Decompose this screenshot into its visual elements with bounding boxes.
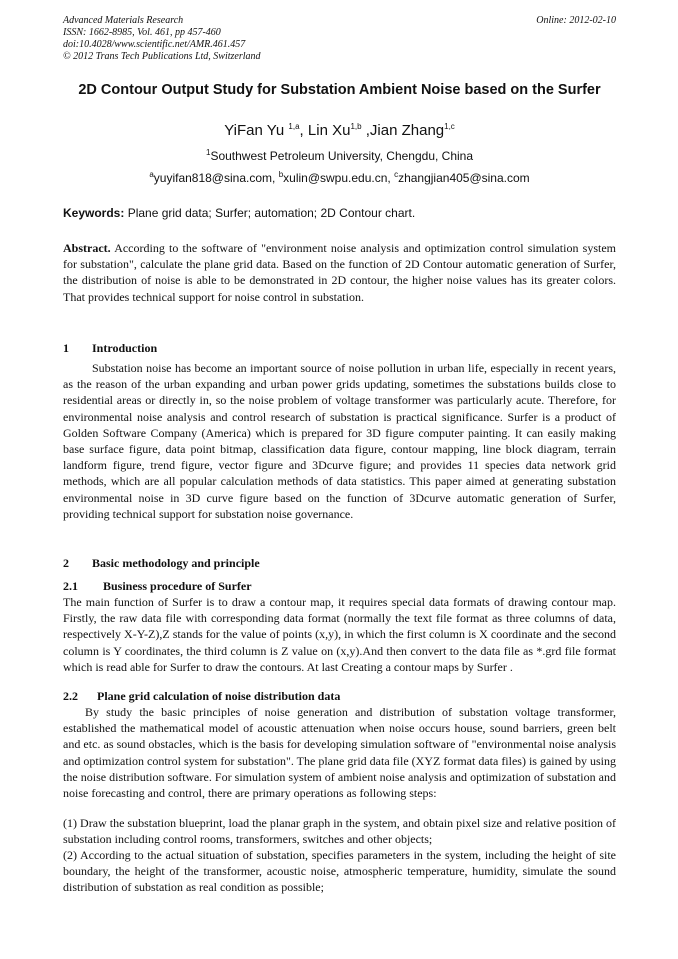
section-title: Basic methodology and principle bbox=[92, 556, 260, 570]
author-name: Jian Zhang bbox=[369, 122, 445, 139]
doi-line: doi:10.4028/www.scientific.net/AMR.461.457 bbox=[63, 39, 246, 50]
email-mark: c bbox=[394, 170, 399, 179]
affiliation-text: Southwest Petroleum University, Chengdu, China bbox=[210, 149, 474, 163]
introduction-paragraph: Substation noise has become an important source of noise pollution in urban life, especially in recent years, as the reason of the urban expanding and urban power grids updating, sometimes the substations builds close to residential areas or directly in, so the noise problem of voltage transformer was particularly acute. Therefore, for environmental noise analysis and control research of substation is practical significance. Surfer is a product of Golden Software Company (America) which is prepared for 3D figure computer painting. It can easily making base surface figure, data point bitmap, classification data figure, contour mapping, line block diagram, terrain landform figure, trend figure, vector figure and 3Dcurve figure; and provides 11 species data network grid methods, which are all popular calculation methods of data statistics. This paper aimed at generating substation environmental noise in 3D curve figure based on the function of 3Dcurve automatic generation of Surfer, providing technical support for substation noise governance. bbox=[63, 361, 616, 521]
step-2-paragraph: (2) According to the actual situation of substation, specifies parameters in the system, including the height of site boundary, the height of the transformer, acoustic noise, atmospheric temperature, humidity, simulate the sound distribution of substation as real condition as possible; bbox=[63, 848, 616, 895]
section-number: 1 bbox=[63, 341, 69, 355]
subsection-number: 2.2 bbox=[63, 689, 78, 703]
email-link[interactable]: xulin@swpu.edu.cn bbox=[283, 171, 388, 185]
section-number: 2 bbox=[63, 556, 69, 570]
subsection-number: 2.1 bbox=[63, 579, 78, 593]
step-1-paragraph: (1) Draw the substation blueprint, load the planar graph in the system, and obtain pixel size and relative position of substation including control rooms, transformers, switches and other objects; bbox=[63, 816, 616, 847]
subsection-title: Business procedure of Surfer bbox=[103, 579, 252, 593]
email-link[interactable]: yuyifan818@sina.com bbox=[153, 171, 273, 185]
online-date: Online: 2012-02-10 bbox=[536, 15, 616, 26]
author-name: Lin Xu bbox=[307, 122, 351, 139]
keywords bbox=[63, 205, 616, 221]
email-separator: , bbox=[387, 171, 395, 185]
business-procedure-paragraph: The main function of Surfer is to draw a contour map, it requires special data formats of drawing contour map. Firstly, the raw data file with corresponding data format (normally the text file format as three columns of data, respectively X-Y-Z),Z stands for the value of points (x,y), in which the first column is X coordinate and the second column is Y coordinates, the third column is Z value on (x,y).And then convert to the data file as *.grd file format which is read able for Surfer to draw the contours. At last Creating a contour maps by Surfer . bbox=[63, 595, 616, 674]
section-title: Introduction bbox=[92, 341, 158, 355]
author-affil-mark: 1,b bbox=[350, 122, 362, 131]
subsection-title: Plane grid calculation of noise distribution data bbox=[97, 689, 341, 703]
keywords-label: Keywords: bbox=[63, 206, 125, 220]
abstract-text: According to the software of "environment noise analysis and optimization control simulation system for substation", calculate the plane grid data. Based on the function of 2D Contour automatic generation of Surfer, the distribution of noise is able to be demonstrated in 2D contour, the higher noise values has its greater colors. That provides technical support for noise control in substation. bbox=[63, 241, 616, 304]
email-mark: a bbox=[149, 170, 154, 179]
author-list bbox=[63, 121, 616, 141]
author-separator: , bbox=[299, 122, 308, 139]
author-emails bbox=[63, 170, 616, 186]
email-mark: b bbox=[278, 170, 284, 179]
paper-title: 2D Contour Output Study for Substation Ambient Noise based on the Surfer bbox=[78, 82, 601, 98]
abstract-label: Abstract. bbox=[63, 241, 111, 255]
author-name: YiFan Yu bbox=[224, 122, 285, 139]
email-link[interactable]: zhangjian405@sina.com bbox=[398, 171, 530, 185]
subsection-heading-plane-grid bbox=[63, 688, 616, 704]
issn-line: ISSN: 1662-8985, Vol. 461, pp 457-460 bbox=[63, 27, 221, 38]
email-separator: , bbox=[272, 171, 279, 185]
section-heading-introduction bbox=[63, 340, 616, 356]
author-affil-mark: 1,a bbox=[288, 122, 300, 131]
subsection-heading-business-procedure bbox=[63, 578, 616, 594]
section-heading-methodology bbox=[63, 555, 616, 571]
affiliation bbox=[63, 148, 616, 164]
page-header bbox=[63, 15, 616, 63]
journal-name: Advanced Materials Research bbox=[63, 15, 184, 26]
copyright-line: © 2012 Trans Tech Publications Ltd, Switzerland bbox=[63, 51, 261, 62]
keywords-text: Plane grid data; Surfer; automation; 2D Contour chart. bbox=[124, 206, 416, 220]
plane-grid-paragraph: By study the basic principles of noise generation and distribution of substation voltage transformer, established the mathematical model of acoustic attenuation when noise occurs house, sound barriers, green belt and etc. as sound obstacles, which is the basis for developing simulation software of "environmental noise analysis and optimization control system for substation". The plane grid data file (XYZ format data files) is gained by using the noise distribution software. For simulation system of ambient noise analysis and optimization of substation and noise forecasting and control, there are primary operations as following steps: bbox=[63, 705, 616, 801]
author-separator: , bbox=[361, 122, 370, 139]
abstract bbox=[63, 240, 616, 305]
affiliation-mark: 1 bbox=[205, 148, 211, 157]
author-affil-mark: 1,c bbox=[444, 122, 455, 131]
